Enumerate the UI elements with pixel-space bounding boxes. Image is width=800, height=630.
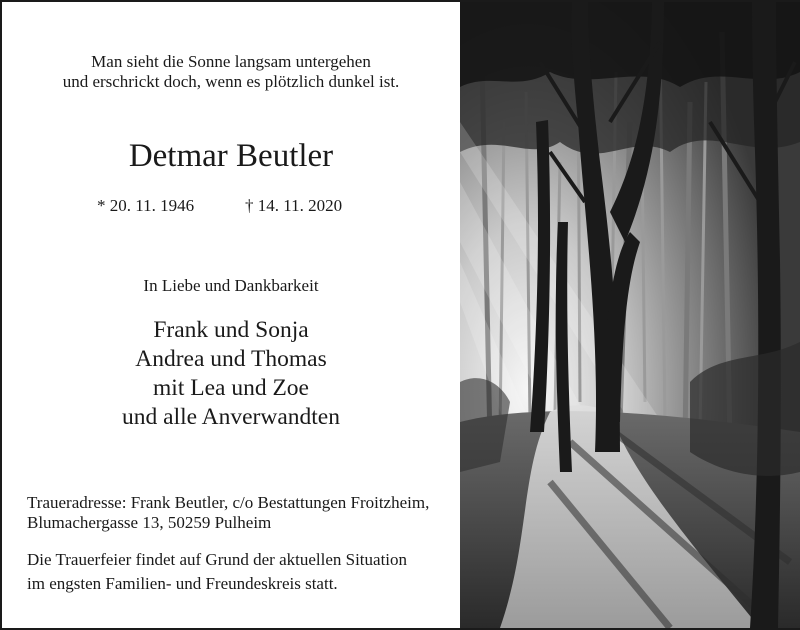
mourner-line: mit Lea und Zoe xyxy=(153,375,309,401)
death-date: † 14. 11. 2020 xyxy=(245,196,343,215)
deceased-name: Detmar Beutler xyxy=(128,138,334,174)
address-line-2: Blumachergasse 13, 50259 Pulheim xyxy=(27,513,272,532)
forest-path-photo xyxy=(460,2,800,628)
motto-line-2: und erschrickt doch, wenn es plötzlich dunkel ist. xyxy=(62,72,400,91)
service-line-2: im engsten Familien- und Freundeskreis statt. xyxy=(27,574,338,593)
mourner-line: und alle Anverwandten xyxy=(122,404,340,430)
mourner-line: Frank und Sonja xyxy=(153,317,309,343)
mourner-line: Andrea und Thomas xyxy=(135,346,327,372)
motto-verse xyxy=(12,52,450,92)
mourners-intro: In Liebe und Dankbarkeit xyxy=(143,276,319,295)
text-column xyxy=(2,2,460,628)
mourners-list xyxy=(2,316,460,432)
birth-date: * 20. 11. 1946 xyxy=(97,196,195,215)
funeral-service-note xyxy=(27,548,407,596)
address-line-1: Traueradresse: Frank Beutler, c/o Bestattungen Froitzheim, xyxy=(27,493,430,512)
service-line-1: Die Trauerfeier findet auf Grund der aktuellen Situation xyxy=(27,550,408,569)
mourning-address xyxy=(27,493,429,533)
motto-line-1: Man sieht die Sonne langsam untergehen xyxy=(91,52,371,71)
forest-path-image xyxy=(460,2,800,628)
